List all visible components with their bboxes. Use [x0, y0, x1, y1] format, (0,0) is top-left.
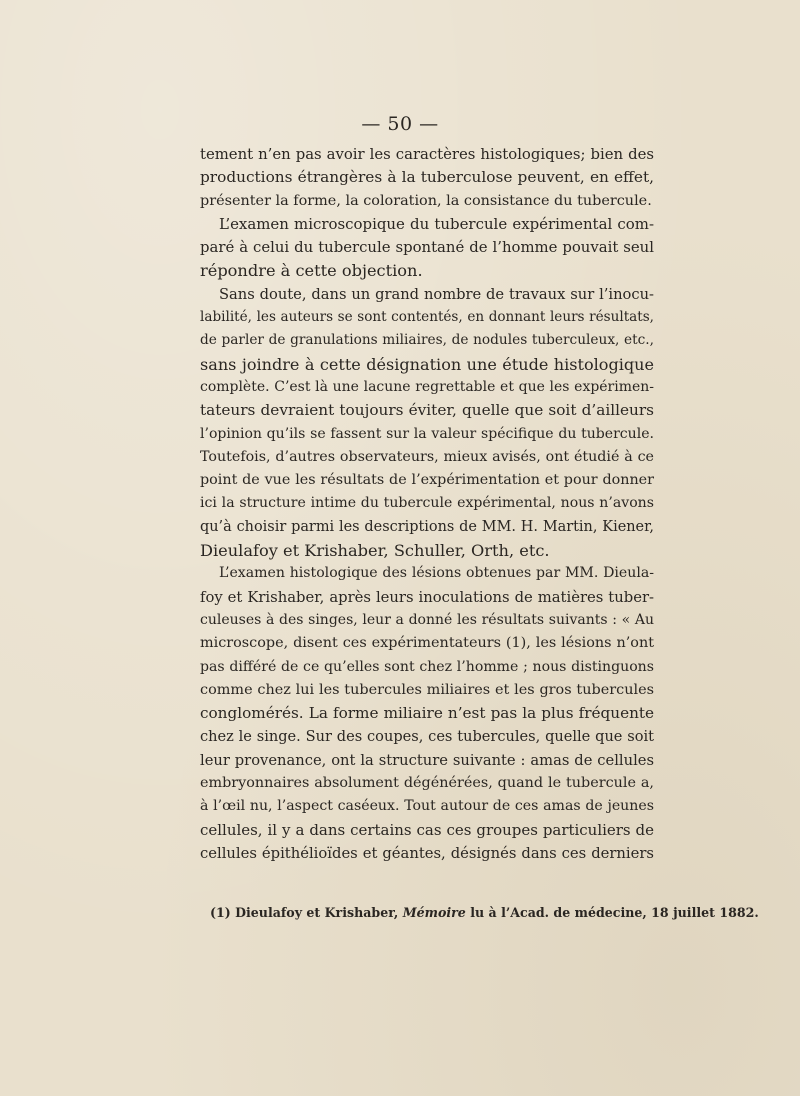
text-line: l’opinion qu’ils se fassent sur la valeur spécifique du tubercule. [200, 425, 654, 442]
text-line: comme chez lui les tubercules miliaires et les gros tubercules [200, 681, 654, 698]
text-line: pas différé de ce qu’elles sont chez l’homme ; nous distinguons [200, 658, 654, 675]
text-line: microscope, disent ces expérimentateurs (1), les lésions n’ont [200, 635, 654, 652]
text-line: Sans doute, dans un grand nombre de travaux sur l’inocu- [219, 285, 654, 303]
text-line: conglomérés. La forme miliaire n’est pas la plus fréquente [200, 704, 654, 723]
paragraph [200, 283, 654, 563]
paragraph [200, 213, 654, 283]
text-line: cellules, il y a dans certains cas ces groupes particuliers de [200, 820, 654, 839]
footnote-italic-title: Mémoire [402, 905, 466, 920]
text-line: présenter la forme, la coloration, la consistance du tubercule. [200, 192, 652, 209]
text-line: tateurs devraient toujours éviter, quelle que soit d’ailleurs [200, 401, 654, 420]
text-line: labilité, les auteurs se sont contentés, en donnant leurs résultats, [200, 309, 654, 326]
text-line: embryonnaires absolument dégénérées, quand le tubercule a, [200, 775, 654, 792]
text-line: tement n’en pas avoir les caractères histologiques; bien des [200, 146, 654, 163]
text-line: point de vue les résultats de l’expérimentation et pour donner [200, 472, 654, 489]
text-line: ici la structure intime du tubercule expérimental, nous n’avons [200, 495, 654, 512]
text-line: de parler de granulations miliaires, de nodules tuberculeux, etc., [200, 332, 654, 349]
text-line: culeuses à des singes, leur a donné les résultats suivants : « Au [200, 611, 654, 628]
text-line: L’examen histologique des lésions obtenues par MM. Dieula- [219, 565, 654, 582]
text-line: cellules épithélioïdes et géantes, désignés dans ces derniers [200, 844, 654, 862]
text-line: complète. C’est là une lacune regrettable et que les expérimen- [200, 378, 654, 395]
text-line: productions étrangères à la tuberculose peuvent, en effet, [200, 168, 654, 187]
text-line: leur provenance, ont la structure suivante : amas de cellules [200, 751, 654, 769]
text-line: paré à celui du tubercule spontané de l’homme pouvait seul [200, 238, 654, 257]
page-number: — 50 — [361, 113, 439, 135]
text-line: Toutefois, d’autres observateurs, mieux avisés, ont étudié à ce [200, 448, 654, 465]
paragraph [200, 562, 654, 865]
text-line: L’examen microscopique du tubercule expérimental com- [219, 214, 654, 233]
text-line: à l’œil nu, l’aspect caséeux. Tout autour de ces amas de jeunes [200, 798, 654, 815]
footnote-text: lu à l’Acad. de médecine, 18 juillet 1882. [465, 905, 759, 920]
text-line: chez le singe. Sur des coupes, ces tubercules, quelle que soit [200, 728, 654, 746]
text-line: foy et Krishaber, après leurs inoculations de matières tuber- [200, 588, 654, 606]
text-line: sans joindre à cette désignation une étude histologique [200, 354, 654, 374]
text-line: répondre à cette objection. [200, 261, 423, 281]
body-text [200, 143, 654, 865]
paragraph [200, 143, 654, 213]
text-line: Dieulafoy et Krishaber, Schuller, Orth, etc. [200, 541, 550, 561]
footnote [210, 905, 759, 920]
footnote-text: (1) Dieulafoy et Krishaber, [210, 905, 403, 920]
text-line: qu’à choisir parmi les descriptions de MM. H. Martin, Kiener, [200, 518, 654, 535]
